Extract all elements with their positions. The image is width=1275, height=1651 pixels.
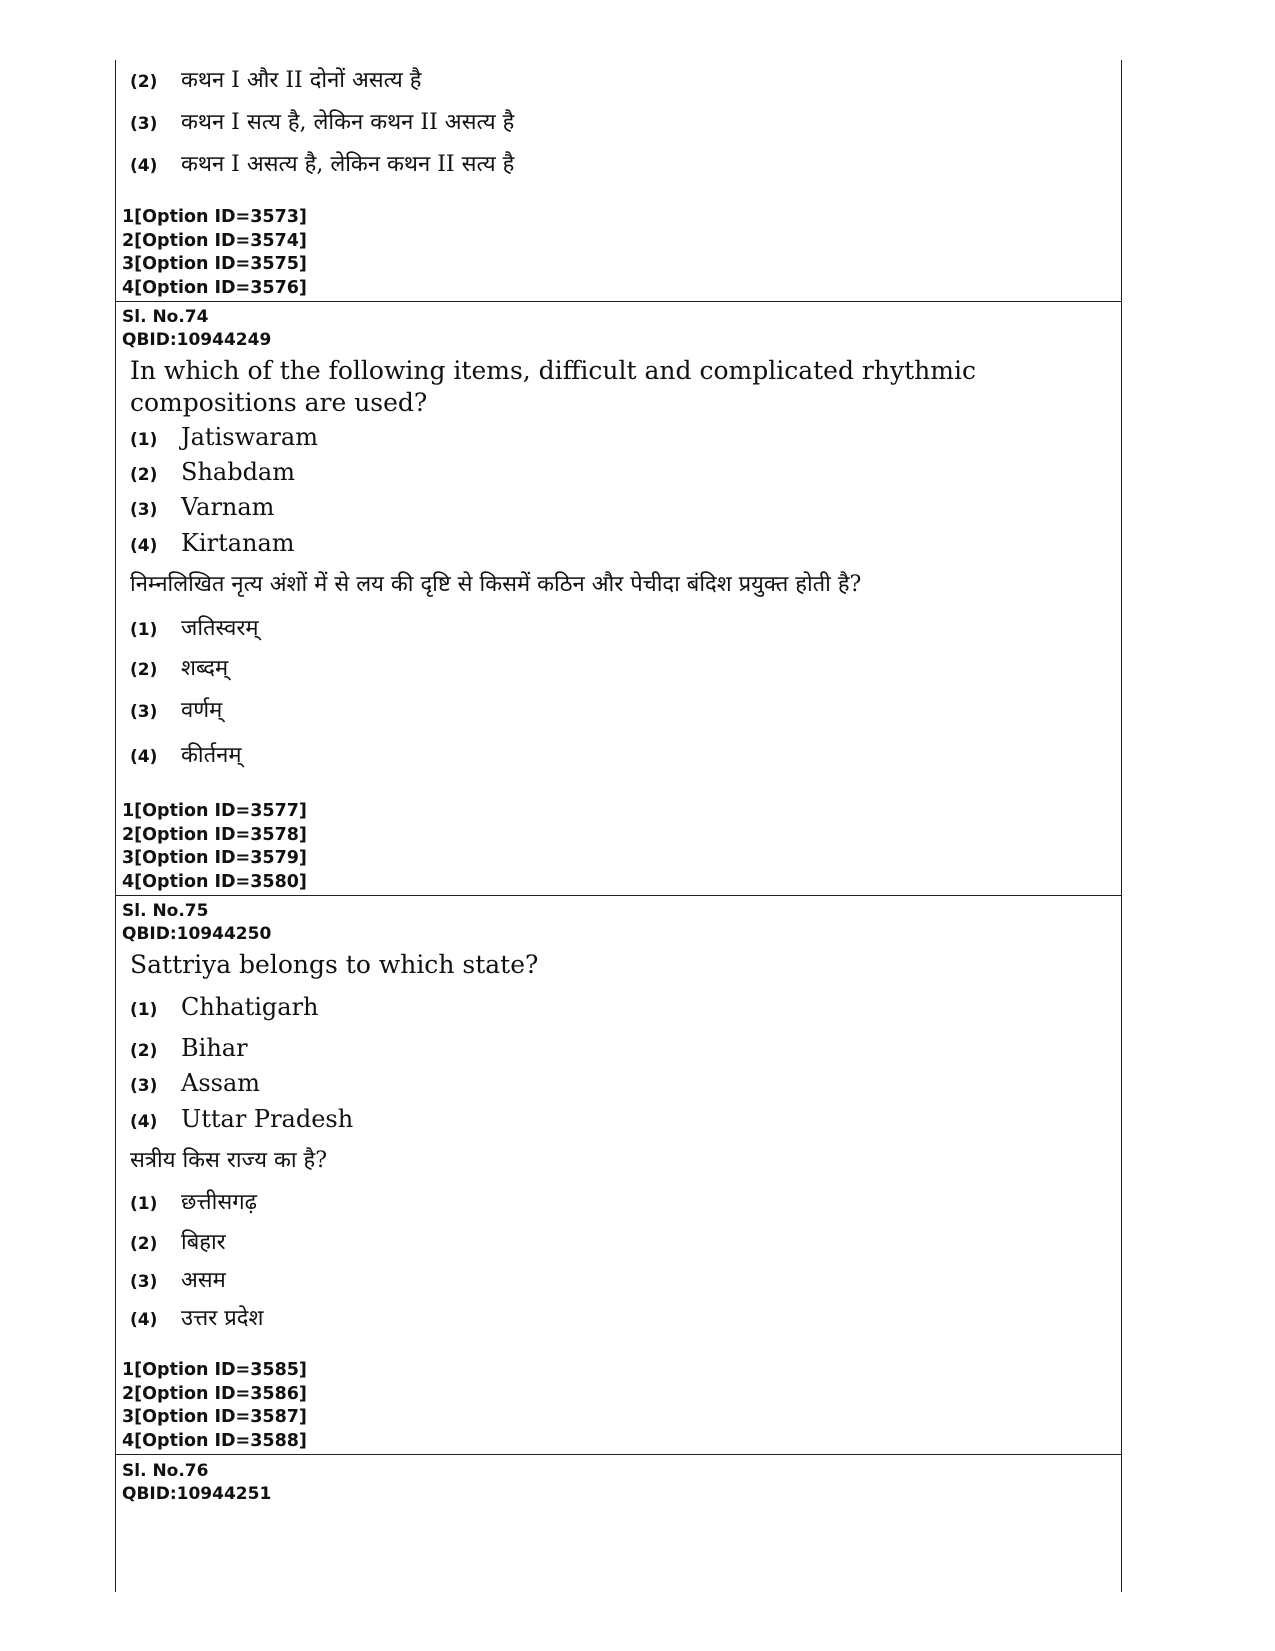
option-number: (1) [130,620,158,640]
option-text: Jatiswaram [181,423,318,451]
q75-option-hi-1 [130,1186,257,1216]
option-number: (2) [130,1234,158,1254]
option-number: (3) [130,1272,158,1292]
q75-question-en: Sattriya belongs to which state? [130,950,539,979]
option-text: उत्तर प्रदेश [181,1306,264,1331]
option-number: (4) [130,156,158,176]
option-id: 3[Option ID=3575] [122,254,307,274]
option-id: 1[Option ID=3577] [122,801,307,821]
option-text: कीर्तनम् [181,743,242,768]
option-number: (1) [130,1194,158,1214]
option-number: (1) [130,1000,158,1020]
q74-header [122,306,271,352]
option-id: 2[Option ID=3586] [122,1383,307,1404]
option-id: 2[Option ID=3574] [122,230,307,251]
option-number: (3) [130,500,158,520]
option-id: 3[Option ID=3579] [122,848,307,868]
qbid: QBID:10944251 [122,1484,272,1504]
option-number: (3) [130,702,158,722]
option-text: कथन I असत्य है, लेकिन कथन II सत्य है [181,152,515,177]
q74-question-en: In which of the following items, difficult and complicated rhythmic compositions are used? [130,356,976,417]
q74-option-en-2 [130,458,295,486]
sl-no: Sl. No.76 [122,1461,209,1481]
q74-option-hi-3 [130,694,222,724]
q75-option-hi-4 [130,1302,263,1332]
q76-header [122,1460,271,1506]
option-id: 1[Option ID=3585] [122,1360,307,1380]
sl-no: Sl. No.74 [122,307,209,327]
prev-option-hi-2 [130,64,422,94]
q75-option-ids [122,1359,307,1453]
q75-option-hi-3 [130,1264,226,1294]
option-number: (1) [130,430,158,450]
option-id: 1[Option ID=3573] [122,207,307,227]
option-text: Varnam [181,493,275,521]
option-number: (2) [130,660,158,680]
option-number: (3) [130,114,158,134]
q75-option-en-3 [130,1069,260,1097]
sl-no: Sl. No.75 [122,901,209,921]
option-number: (2) [130,72,158,92]
qbid: QBID:10944250 [122,924,272,944]
prev-option-hi-3 [130,106,514,136]
row-divider [115,1454,1121,1455]
q74-option-hi-4 [130,739,242,769]
option-text: जतिस्वरम् [181,616,259,641]
qbid: QBID:10944249 [122,330,272,350]
q75-question-hi: सत्रीय किस राज्य का है? [130,1148,328,1173]
option-text: Shabdam [181,458,295,486]
option-text: कथन I सत्य है, लेकिन कथन II असत्य है [181,110,515,135]
option-number: (3) [130,1076,158,1096]
option-text: Assam [181,1069,261,1097]
option-text: कथन I और II दोनों असत्य है [181,68,422,93]
option-number: (4) [130,747,158,767]
q75-option-en-2 [130,1034,248,1062]
option-id: 4[Option ID=3576] [122,277,307,298]
option-number: (4) [130,1112,158,1132]
option-text: शब्दम् [181,656,229,681]
q74-option-hi-1 [130,612,259,642]
q74-option-en-4 [130,529,295,557]
option-number: (4) [130,536,158,556]
option-id: 2[Option ID=3578] [122,824,307,845]
prev-option-hi-4 [130,148,514,178]
q75-option-en-4 [130,1105,353,1133]
option-id: 4[Option ID=3580] [122,871,307,892]
option-number: (2) [130,1041,158,1061]
option-text: असम [181,1268,226,1293]
row-divider [115,895,1121,896]
q74-option-en-3 [130,493,274,521]
row-divider [115,301,1121,302]
option-text: वर्णम् [181,698,223,723]
option-text: बिहार [181,1230,226,1255]
prev-option-ids [122,206,307,300]
q75-option-hi-2 [130,1226,226,1256]
q75-option-en-1 [130,993,319,1021]
q75-header [122,900,271,946]
option-id: 4[Option ID=3588] [122,1430,307,1451]
q74-question-hi: निम्नलिखित नृत्य अंशों में से लय की दृष्टि से किसमें कठिन और पेचीदा बंदिश प्रयुक्त होती है? [130,572,862,597]
option-text: Kirtanam [181,529,295,557]
option-id: 3[Option ID=3587] [122,1407,307,1427]
option-text: Uttar Pradesh [181,1105,354,1133]
q74-option-ids [122,800,307,894]
option-number: (4) [130,1310,158,1330]
option-text: Bihar [181,1034,248,1062]
option-text: Chhatigarh [181,993,319,1021]
option-text: छत्तीसगढ़ [181,1190,257,1215]
q74-option-hi-2 [130,652,228,682]
option-number: (2) [130,465,158,485]
q74-option-en-1 [130,423,318,451]
